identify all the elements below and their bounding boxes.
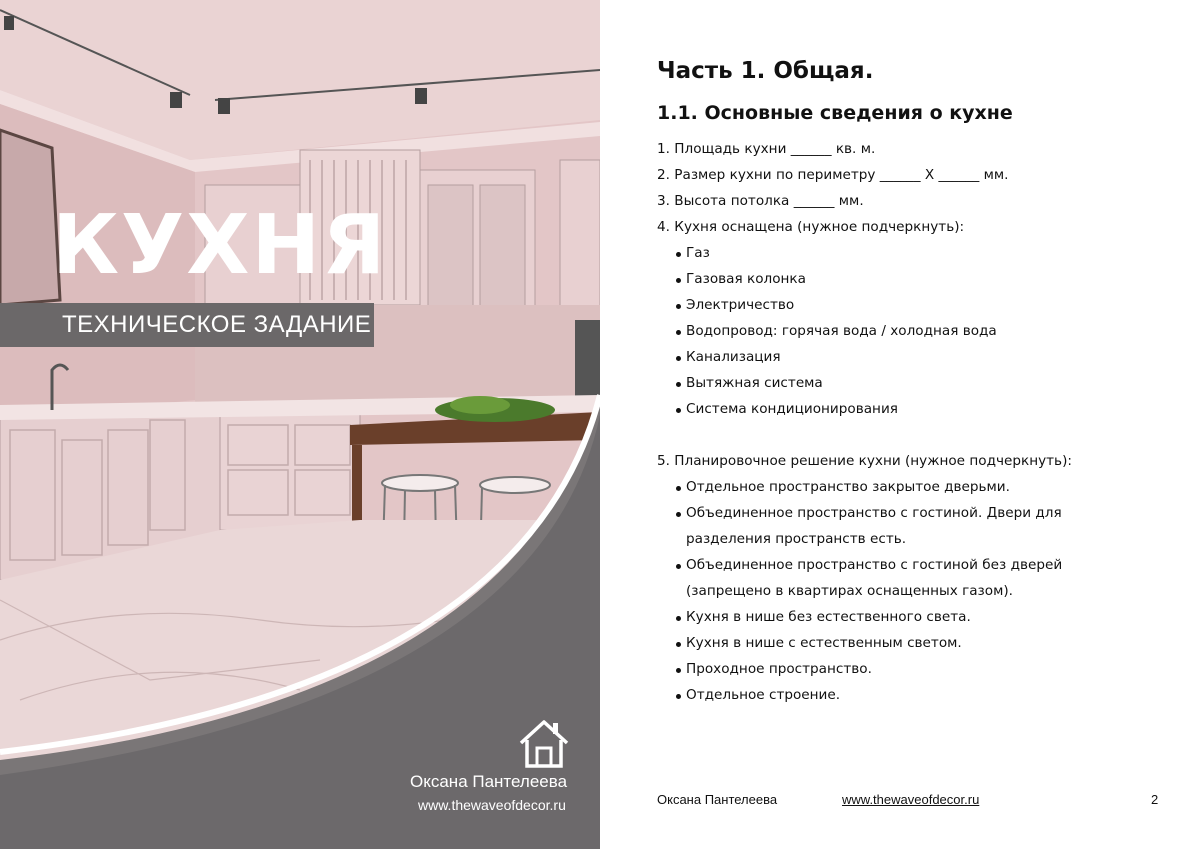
bullet-icon	[676, 694, 681, 699]
equipment-option: Вытяжная система	[657, 370, 1177, 396]
bullet-icon	[676, 304, 681, 309]
equipment-option: Электричество	[657, 292, 1177, 318]
section-title: 1.1. Основные сведения о кухне	[657, 102, 1013, 124]
layout-option: Объединенное пространство с гостиной. Двери для	[657, 500, 1177, 526]
bullet-icon	[676, 382, 681, 387]
questionnaire-list	[657, 136, 1177, 708]
bullet-icon	[676, 616, 681, 621]
layout-option-continuation: (запрещено в квартирах оснащенных газом).	[686, 583, 1013, 599]
bullet-icon	[676, 668, 681, 673]
equipment-option: Канализация	[657, 344, 1177, 370]
layout-option: Кухня в нише без естественного света.	[657, 604, 1177, 630]
layout-option: Кухня в нише с естественным светом.	[657, 630, 1177, 656]
layout-option-continuation: разделения пространств есть.	[686, 531, 907, 547]
equipment-option: Газ	[657, 240, 1177, 266]
bullet-icon	[676, 512, 681, 517]
equipment-option: Водопровод: горячая вода / холодная вода	[657, 318, 1177, 344]
spacer	[657, 422, 1177, 448]
layout-heading: 5. Планировочное решение кухни (нужное подчеркнуть):	[657, 453, 1072, 469]
page-number: 2	[1151, 792, 1159, 807]
layout-option: Объединенное пространство с гостиной без дверей	[657, 552, 1177, 578]
footer-author: Оксана Пантелеева	[657, 792, 778, 807]
footer-website-link[interactable]: www.thewaveofdecor.ru	[842, 792, 980, 807]
layout-option: Отдельное строение.	[657, 682, 1177, 708]
cover-title: КУХНЯ	[52, 198, 388, 293]
bullet-icon	[676, 330, 681, 335]
house-icon	[517, 718, 571, 772]
kitchen-size-item: 2. Размер кухни по периметру ______ Х ______ мм.	[657, 167, 1009, 183]
layout-option: Проходное пространство.	[657, 656, 1177, 682]
equipment-option: Газовая колонка	[657, 266, 1177, 292]
bullet-icon	[676, 252, 681, 257]
cover-website: www.thewaveofdecor.ru	[418, 797, 566, 813]
layout-option: Отдельное пространство закрытое дверьми.	[657, 474, 1177, 500]
part-title: Часть 1. Общая.	[657, 58, 874, 84]
content-page	[600, 0, 1200, 849]
ceiling-height-item: 3. Высота потолка ______ мм.	[657, 193, 864, 209]
bullet-icon	[676, 408, 681, 413]
equipment-option: Система кондиционирования	[657, 396, 1177, 422]
bullet-icon	[676, 278, 681, 283]
bullet-icon	[676, 486, 681, 491]
bullet-icon	[676, 564, 681, 569]
cover-author: Оксана Пантелеева	[410, 772, 568, 791]
equipment-heading: 4. Кухня оснащена (нужное подчеркнуть):	[657, 219, 965, 235]
kitchen-area-item: 1. Площадь кухни ______ кв. м.	[657, 141, 876, 157]
bullet-icon	[676, 642, 681, 647]
cover-subtitle: ТЕХНИЧЕСКОЕ ЗАДАНИЕ	[62, 311, 372, 338]
bullet-icon	[676, 356, 681, 361]
